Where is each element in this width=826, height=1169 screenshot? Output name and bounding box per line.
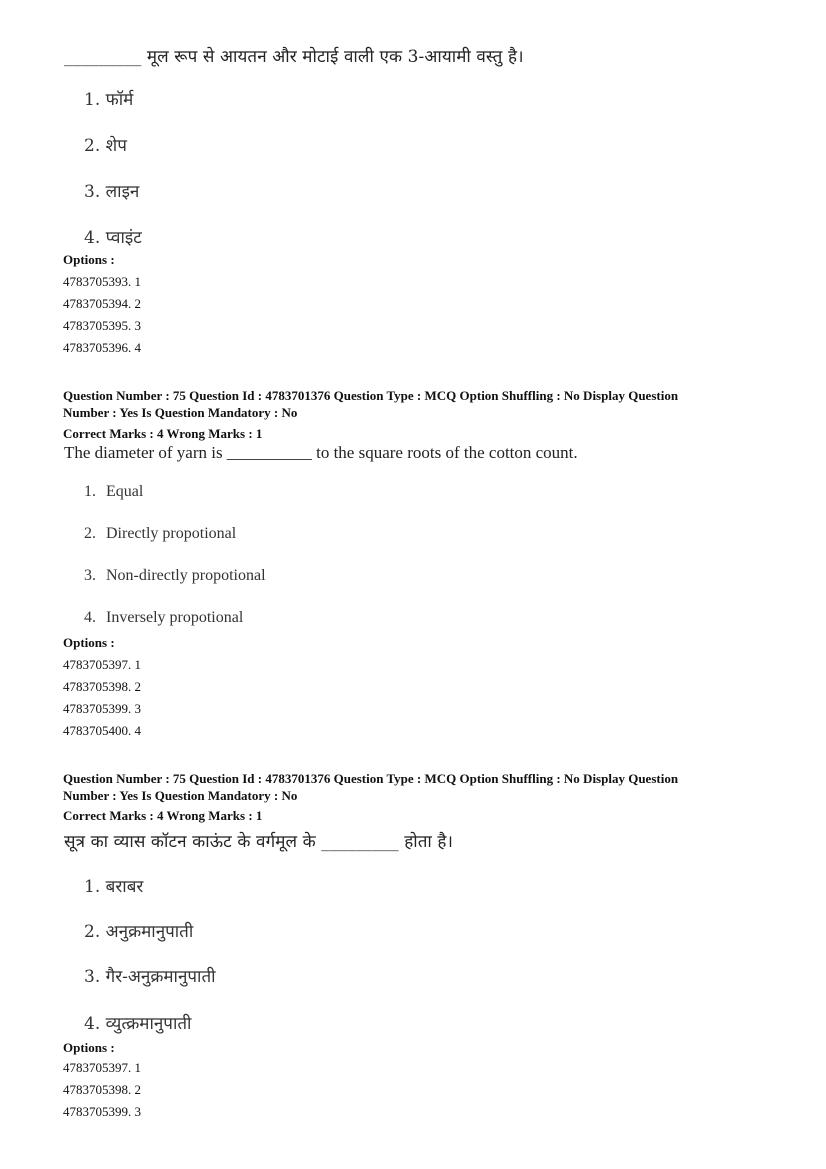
q3-choice-1-num: 1. — [84, 877, 101, 897]
q3-choice-1 — [84, 874, 143, 897]
q1-choice-4-text: प्वाइंट — [105, 228, 142, 248]
q3-choice-4-num: 4. — [84, 1014, 101, 1034]
q1-choice-1-text: फॉर्म — [105, 90, 134, 110]
q2-choice-4-text: Inversely propotional — [106, 609, 244, 626]
q3-choice-2-num: 2. — [84, 922, 101, 942]
q3-meta-line-1: Question Number : 75 Question Id : 4783701376 Question Type : MCQ Option Shuffling : No Display Question — [63, 771, 679, 786]
q2-options-label: Options : — [63, 635, 115, 650]
q2-choice-1-text: Equal — [106, 483, 144, 500]
q1-choice-1 — [84, 87, 133, 110]
q3-choice-3-text: गैर-अनुक्रमानुपाती — [105, 967, 216, 987]
q2-choice-3-num: 3. — [84, 567, 96, 584]
q3-meta-line-2: Number : Yes Is Question Mandatory : No — [63, 788, 298, 803]
q1-choice-2-text: शेप — [105, 136, 127, 156]
q1-choice-2 — [84, 133, 127, 156]
q1-choice-3-text: लाइन — [105, 182, 140, 202]
q3-stem: सूत्र का व्यास कॉटन काऊंट के वर्गमूल के _________ होता है। — [64, 832, 454, 852]
q2-choice-4-num: 4. — [84, 609, 96, 626]
q1-choice-3 — [84, 179, 139, 202]
q3-choice-2-text: अनुक्रमानुपाती — [105, 922, 194, 942]
q1-option-id-3: 4783705395. 3 — [63, 318, 141, 333]
q2-meta-line-1: Question Number : 75 Question Id : 4783701376 Question Type : MCQ Option Shuffling : No Display Question — [63, 388, 679, 403]
q2-meta-line-2: Number : Yes Is Question Mandatory : No — [63, 405, 298, 420]
q2-choice-1 — [84, 483, 143, 501]
q2-option-id-4: 4783705400. 4 — [63, 723, 141, 738]
q3-option-id-2: 4783705398. 2 — [63, 1082, 141, 1097]
q1-choice-4-num: 4. — [84, 228, 101, 248]
q3-marks: Correct Marks : 4 Wrong Marks : 1 — [63, 808, 263, 823]
q3-option-id-3: 4783705399. 3 — [63, 1104, 141, 1119]
q1-option-id-1: 4783705393. 1 — [63, 274, 141, 289]
q3-choice-4 — [84, 1011, 191, 1034]
q2-option-id-3: 4783705399. 3 — [63, 701, 141, 716]
q2-choice-3 — [84, 567, 266, 585]
q2-choice-3-text: Non-directly propotional — [106, 567, 266, 584]
q1-option-id-2: 4783705394. 2 — [63, 296, 141, 311]
q2-stem: The diameter of yarn is __________ to the square roots of the cotton count. — [64, 443, 578, 462]
q3-choice-3-num: 3. — [84, 967, 101, 987]
q2-marks: Correct Marks : 4 Wrong Marks : 1 — [63, 426, 263, 441]
q1-options-label: Options : — [63, 252, 115, 267]
q3-choice-1-text: बराबर — [105, 877, 144, 897]
q1-option-id-4: 4783705396. 4 — [63, 340, 141, 355]
q2-choice-2-num: 2. — [84, 525, 96, 542]
q1-choice-2-num: 2. — [84, 136, 101, 156]
q3-choice-4-text: व्युत्क्रमानुपाती — [105, 1014, 192, 1034]
q2-choice-1-num: 1. — [84, 483, 96, 500]
q3-options-label: Options : — [63, 1040, 115, 1055]
q2-choice-2-text: Directly propotional — [106, 525, 237, 542]
q2-choice-4 — [84, 609, 243, 627]
q1-choice-3-num: 3. — [84, 182, 101, 202]
q3-choice-2 — [84, 919, 193, 942]
q2-option-id-1: 4783705397. 1 — [63, 657, 141, 672]
q2-choice-2 — [84, 525, 236, 543]
q3-option-id-1: 4783705397. 1 — [63, 1060, 141, 1075]
q1-stem: _________ मूल रूप से आयतन और मोटाई वाली एक 3-आयामी वस्तु है। — [64, 47, 524, 67]
q1-choice-1-num: 1. — [84, 90, 101, 110]
q1-choice-4 — [84, 225, 142, 248]
q3-choice-3 — [84, 964, 216, 987]
q2-option-id-2: 4783705398. 2 — [63, 679, 141, 694]
